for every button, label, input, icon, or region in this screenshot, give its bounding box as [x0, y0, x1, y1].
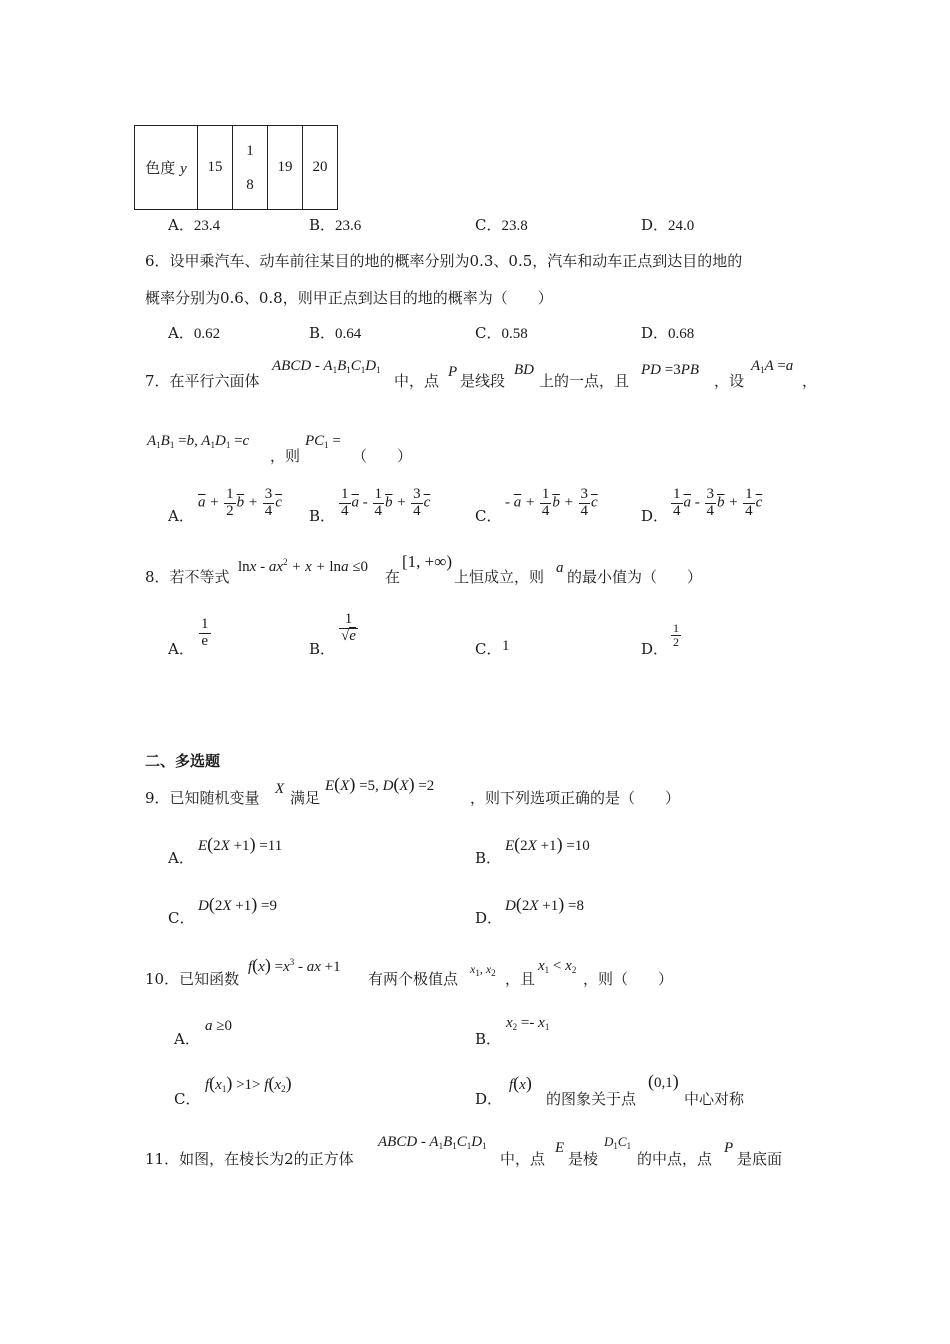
q8-text3: 的最小值为（ ）: [567, 568, 703, 586]
section-heading: 二、多选题: [145, 752, 221, 770]
q8-option-c: 1: [502, 638, 510, 654]
q11-text3: 的中点，点: [637, 1150, 713, 1168]
q7-formula-prism: ABCD - $A_1B_1C_1D_1$: [272, 358, 381, 375]
q6-option-c: C．0.58: [475, 324, 528, 342]
q10-text1: 有两个极值点: [368, 970, 459, 988]
table-cell: 1 8: [233, 126, 268, 210]
q8-label-c: C．: [475, 640, 502, 658]
q9-text1: 满足: [290, 789, 321, 807]
table-row-label: 色度 y: [135, 126, 198, 210]
q10-option-d-text2: 中心对称: [684, 1090, 745, 1108]
q11-var-e: E: [555, 1140, 565, 1156]
q7-formula-pd: PD =3PB: [641, 362, 700, 378]
q7-formula-a: $A_1A =a$: [751, 358, 794, 375]
q7-text2: 是线段: [460, 372, 506, 390]
q8-label-a: A．: [168, 640, 194, 658]
q7-var-bd: BD: [514, 362, 534, 378]
q8-text1: 在: [385, 568, 401, 586]
q7-num: 7．在平行六面体: [145, 372, 260, 390]
q7-option-b: $\frac{1}{4}$ $\overline{a}$ - $\frac{1}{4}$ $\overline{b}$ + $\frac{3}{4}$ $\overline{c}$: [341, 486, 431, 519]
q9-option-d: D(2X +1) =8: [505, 894, 584, 914]
q7-option-a: $\overline{a}$ + $\frac{1}{2}$ $\overline{b}$ + $\frac{3}{4}$ $\overline{c}$: [198, 486, 282, 519]
q9-option-b: E(2X +1) =10: [505, 834, 590, 854]
q9-option-a: E(2X +1) =11: [198, 834, 283, 854]
q7-text1: 中，点: [394, 372, 440, 390]
q9-num: 9．已知随机变量: [145, 789, 260, 807]
q7-label-a: A．: [168, 507, 194, 525]
q10-order: $x_1 < x_2$: [538, 958, 577, 975]
q9-formula-given: E(X) =5, D(X) =2: [325, 774, 435, 794]
q10-option-b: $x_2 =- x_1$: [506, 1015, 550, 1032]
q10-num: 10．已知函数: [145, 970, 240, 988]
q11-text4: 是底面: [737, 1150, 783, 1168]
table-cell: 15: [198, 126, 233, 210]
q7-formula-pc: $PC_1$ =: [305, 433, 341, 450]
q8-interval: [1, +∞): [402, 552, 453, 571]
q10-points: $x_1$, $x_2$: [470, 962, 496, 978]
q10-option-c: $f(x_1) >1> f(x_2)$: [205, 1073, 292, 1094]
q7-text4: ，设: [714, 372, 745, 390]
q6-option-d: D．0.68: [641, 324, 695, 342]
q6-option-b: B．0.64: [309, 324, 362, 342]
q9-label-d: D．: [475, 909, 503, 927]
q11-edge: $D_1C_1$: [604, 1134, 632, 1151]
q7-option-d: $\frac{1}{4}$ $\overline{a}$ - $\frac{3}{4}$ $\overline{b}$ + $\frac{1}{4}$ $\overline{c}$: [673, 486, 763, 519]
q5-option-c: C．23.8: [475, 216, 528, 234]
q7-text3: 上的一点，且: [539, 372, 630, 390]
q7-text5: ，: [802, 372, 818, 390]
q7-label-b: B．: [309, 507, 336, 525]
q8-num: 8．若不等式: [145, 568, 230, 586]
q7-label-c: C．: [475, 507, 502, 525]
q10-formula-f: $f(x) =x^3$ - ax +1: [248, 955, 341, 975]
table-cell: 19: [268, 126, 303, 210]
q10-option-d-f: f(x): [509, 1073, 532, 1093]
q10-label-d: D．: [475, 1090, 503, 1108]
q9-label-b: B．: [475, 849, 502, 867]
q10-label-b: B．: [475, 1030, 502, 1048]
q5-option-d: D．24.0: [641, 216, 695, 234]
q7-formula-bc: $A_1B_1 =b$, $A_1D_1 =c$: [147, 433, 250, 450]
q7-label-d: D．: [641, 507, 669, 525]
q11-text2: 是棱: [568, 1150, 599, 1168]
q8-text2: 上恒成立，则: [454, 568, 545, 586]
table-cell: 20: [303, 126, 338, 210]
q11-formula-cube: ABCD - $A_1B_1C_1D_1$: [378, 1134, 487, 1151]
q10-label-a: A．: [174, 1030, 200, 1048]
q7-text6: ，则: [270, 447, 301, 465]
color-table: [134, 125, 338, 210]
q11-num: 11．如图，在棱长为2的正方体: [145, 1150, 354, 1168]
q10-text2: ，且: [505, 970, 536, 988]
q8-var-a: a: [556, 560, 564, 576]
q6-line2: 概率分别为0.6、0.8，则甲正点到达目的地的概率为（ ）: [145, 289, 553, 307]
q9-text2: ，则下列选项正确的是（ ）: [470, 789, 681, 807]
q10-text3: ，则（ ）: [583, 970, 674, 988]
q8-label-b: B．: [309, 640, 336, 658]
q5-option-b: B．23.6: [309, 216, 362, 234]
q7-text7: （ ）: [352, 447, 413, 465]
q10-option-d-point: (0,1): [648, 1071, 679, 1091]
q9-var-x: X: [275, 781, 285, 797]
q8-label-d: D．: [641, 640, 669, 658]
q7-var-p: P: [448, 364, 458, 380]
q9-label-c: C．: [168, 909, 195, 927]
q7-option-c: - $\overline{a}$ + $\frac{1}{4}$ $\overline{b}$ + $\frac{3}{4}$ $\overline{c}$: [505, 486, 598, 519]
q9-option-c: D(2X +1) =9: [198, 894, 277, 914]
q11-var-p: P: [724, 1140, 734, 1156]
q8-option-d: $\frac{1}{2}$: [673, 621, 679, 649]
q10-option-d-text1: 的图象关于点: [546, 1090, 637, 1108]
q9-label-a: A．: [168, 849, 194, 867]
q8-option-a: $\frac{1}{e}$: [201, 616, 209, 649]
q5-option-a: A．23.4: [168, 216, 221, 234]
q6-option-a: A．0.62: [168, 324, 221, 342]
q8-formula-inequality: $\ln x - ax^2 + x + \ln a \le 0$: [238, 557, 369, 575]
q10-option-a: a ≥0: [205, 1018, 232, 1034]
q8-option-b: $\frac{1}{√e}$: [341, 611, 356, 644]
q6-line1: 6．设甲乘汽车、动车前往某目的地的概率分别为0.3、0.5，汽车和动车正点到达目的地的: [145, 252, 743, 270]
q10-label-c: C．: [174, 1090, 201, 1108]
q11-text1: 中，点: [500, 1150, 546, 1168]
